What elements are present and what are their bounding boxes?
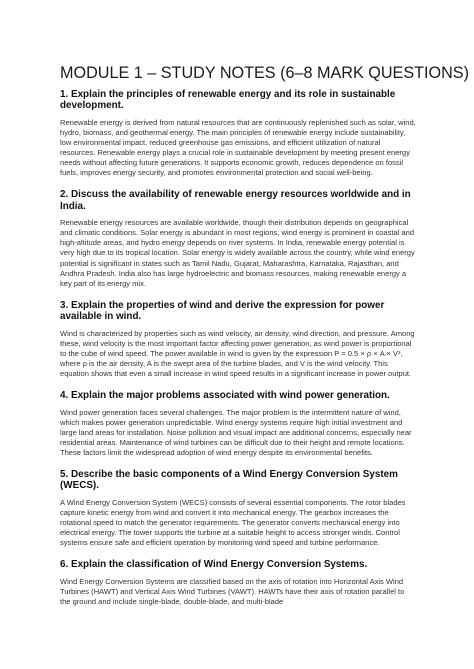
answer-paragraph: Wind power generation faces several challenges. The major problem is the intermittent nature of wind, which makes power generation unpredictable. Wind energy systems require high initial investment and large land areas for installation. Noise pollution and visual impact are additional concerns, especially near residential areas. Maintenance of wind turbines can be difficult due to their height and remote locations. These factors limit the widespread adoption of wind energy despite its environmental benefits.	[60, 407, 412, 457]
section-5	[60, 469, 416, 548]
section-2	[60, 189, 416, 288]
answer-paragraph: Renewable energy is derived from natural resources that are continuously replenished such as solar, wind, hydro, biomass, and geothermal energy. The main principles of renewable energy include sustainability, low environmental impact, reduced greenhouse gas emissions, and efficient utilization of natural resources. Renewable energy plays a crucial role in sustainable development by meeting present energy needs without affecting future generations. It supports economic growth, reduces dependence on fossil fuels, improves energy security, and promotes environmental protection and social well-being.	[60, 117, 416, 178]
answer-paragraph: Wind is characterized by properties such as wind velocity, air density, wind direction, and pressure. Among these, wind velocity is the most important factor affecting power generation, as wind power is proportional to the cube of wind speed. The power available in wind is given by the expression P = 0.5 × ρ × A × V³, where ρ is the air density, A is the swept area of the turbine blades, and V is the wind velocity. This equation shows that even a small increase in wind speed results in a significant increase in power output.	[60, 328, 415, 379]
question-heading: 6. Explain the classification of Wind Energy Conversion Systems.	[60, 559, 368, 571]
question-heading: 2. Discuss the availability of renewable energy resources worldwide and in India.	[60, 189, 411, 212]
question-heading: 5. Describe the basic components of a Wind Energy Conversion System (WECS).	[60, 469, 398, 492]
answer-paragraph: Wind Energy Conversion Systems are classified based on the axis of rotation into Horizontal Axis Wind Turbines (HAWT) and Vertical Axis Wind Turbines (VAWT). HAWTs have their axis of rotation parallel to the ground and include single-blade, double-blade, and multi-blade	[60, 576, 405, 606]
section-4	[60, 390, 416, 458]
page-title: MODULE 1 – STUDY NOTES (6–8 MARK QUESTIONS)	[60, 64, 469, 82]
section-3	[60, 300, 416, 379]
question-heading: 4. Explain the major problems associated with wind power generation.	[60, 390, 390, 402]
section-1	[60, 89, 416, 178]
question-heading: 1. Explain the principles of renewable energy and its role in sustainable development.	[60, 89, 396, 112]
answer-paragraph: A Wind Energy Conversion System (WECS) consists of several essential components. The rotor blades capture kinetic energy from wind and convert it into mechanical energy. The gearbox increases the rotational speed to match the generator requirements. The generator converts mechanical energy into electrical energy. The tower supports the turbine at a suitable height to access stronger winds. Control systems ensure safe and efficient operation by monitoring wind speed and turbine performance.	[60, 497, 406, 548]
answer-paragraph: Renewable energy resources are available worldwide, though their distribution depends on geographical and climatic conditions. Solar energy is abundant in most regions, wind energy is prominent in coastal and high-altitude areas, and hydro energy depends on river systems. In India, renewable energy potential is very high due to its tropical location. Solar energy is widely available across the country, while wind energy potential is significant in states such as Tamil Nadu, Gujarat, Maharashtra, Karnataka, Rajasthan, and Andhra Pradesh. India also has large hydroelectric and biomass resources, making renewable energy a key part of its energy mix.	[60, 218, 415, 288]
question-heading: 3. Explain the properties of wind and derive the expression for power available in wind.	[60, 299, 385, 323]
section-6	[60, 559, 416, 607]
